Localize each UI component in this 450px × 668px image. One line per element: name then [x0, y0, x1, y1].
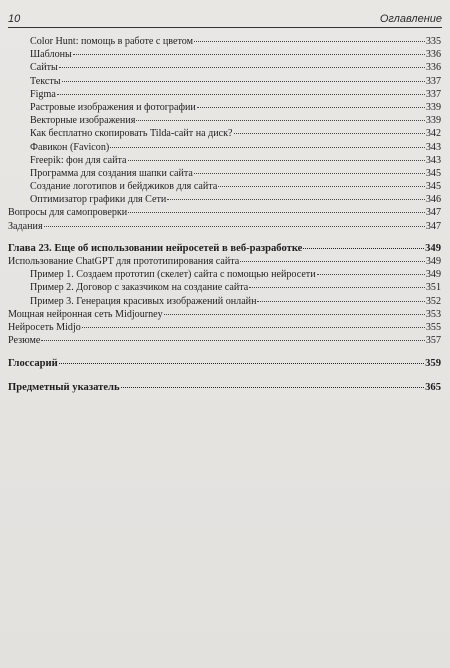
dot-leader	[197, 107, 425, 108]
toc-entry-title: Глоссарий	[8, 358, 58, 370]
dot-leader	[128, 160, 425, 161]
table-of-contents	[8, 35, 441, 394]
dot-leader	[136, 120, 425, 121]
dot-leader	[59, 67, 425, 68]
toc-entry-page: 345	[425, 167, 441, 179]
toc-chapter-heading	[8, 242, 441, 255]
dot-leader	[110, 147, 425, 148]
toc-entry-title: Сайты	[30, 62, 58, 74]
toc-entry-title: Тексты	[30, 75, 61, 87]
toc-entry	[8, 35, 441, 48]
toc-entry-title: Использование ChatGPT для прототипирования сайта	[8, 256, 240, 267]
toc-entry	[8, 308, 441, 321]
toc-entry	[8, 114, 441, 127]
toc-entry-title: Пример 2. Договор с заказчиком на создание сайта	[30, 282, 249, 294]
dot-leader	[164, 314, 425, 315]
toc-index-heading	[8, 381, 441, 394]
toc-entry	[8, 255, 441, 268]
toc-entry	[8, 220, 441, 233]
spacer	[8, 347, 441, 357]
toc-entry-page: 347	[425, 207, 441, 219]
toc-entry-title: Задания	[8, 220, 43, 232]
toc-entry-page: 337	[425, 88, 441, 100]
toc-entry	[8, 61, 441, 74]
toc-entry-page: 343	[425, 154, 441, 166]
toc-entry-title: Нейросеть Midjo	[8, 321, 81, 333]
toc-entry-title: Резюме	[8, 335, 41, 347]
toc-entry-page: 335	[425, 36, 441, 47]
toc-entry	[8, 206, 441, 219]
dot-leader	[257, 301, 424, 302]
toc-entry-title: Мощная нейронная сеть Midjourney	[8, 308, 163, 320]
toc-entry-title: Глава 23. Еще об использовании нейросетей в веб-разработке	[8, 242, 303, 254]
dot-leader	[194, 173, 425, 174]
dot-leader	[82, 327, 425, 328]
toc-entry-title: Создание логотипов и бейджиков для сайта	[30, 181, 218, 193]
dot-leader	[62, 81, 425, 82]
toc-entry	[8, 167, 441, 180]
toc-entry-title: Figma	[30, 88, 56, 100]
toc-entry	[8, 101, 441, 114]
toc-entry-title: Фавикон (Favicon)	[30, 141, 110, 153]
toc-entry-title: Вопросы для самопроверки	[8, 207, 128, 219]
toc-entry-title: Оптимизатор графики для Сети	[30, 194, 167, 206]
dot-leader	[57, 94, 425, 95]
toc-entry-page: 345	[425, 181, 441, 193]
toc-entry-title: Пример 1. Создаем прототип (скелет) сайта с помощью нейросети	[30, 269, 316, 281]
toc-entry-title: Freepik: фон для сайта	[30, 154, 127, 166]
toc-entry-page: 355	[425, 321, 441, 333]
toc-entry-page: 365	[425, 381, 441, 393]
dot-leader	[41, 340, 425, 341]
spacer	[8, 371, 441, 381]
toc-entry-title: Color Hunt: помощь в работе с цветом	[30, 36, 194, 47]
toc-glossary-heading	[8, 357, 441, 370]
toc-entry-title: Предметный указатель	[8, 381, 120, 393]
dot-leader	[128, 212, 425, 213]
toc-entry-page: 351	[425, 282, 441, 294]
toc-entry	[8, 180, 441, 193]
toc-entry-title: Шаблоны	[30, 49, 72, 61]
toc-entry-title: Пример 3. Генерация красивых изображений онлайн	[30, 295, 257, 307]
toc-entry-title: Программа для создания шапки сайта	[30, 167, 193, 179]
page-number: 10	[8, 13, 21, 25]
dot-leader	[218, 186, 425, 187]
toc-entry-page: 357	[425, 335, 441, 347]
toc-entry-page: 349	[425, 256, 441, 267]
dot-leader	[73, 54, 425, 55]
toc-entry-page: 347	[425, 220, 441, 232]
toc-entry	[8, 268, 441, 281]
toc-entry	[8, 75, 441, 88]
toc-entry	[8, 295, 441, 308]
toc-entry-page: 349	[425, 242, 441, 254]
toc-entry-page: 342	[425, 128, 441, 140]
toc-entry-title: Растровые изображения и фотографии	[30, 101, 196, 113]
toc-entry-page: 339	[425, 115, 441, 127]
running-title: Оглавление	[379, 13, 442, 25]
header-rule	[8, 27, 442, 28]
toc-entry-page: 337	[425, 75, 441, 87]
toc-entry	[8, 48, 441, 61]
spacer	[8, 233, 441, 242]
toc-entry	[8, 193, 441, 206]
toc-entry	[8, 321, 441, 334]
dot-leader	[234, 133, 425, 134]
dot-leader	[249, 287, 425, 288]
toc-entry	[8, 127, 441, 140]
toc-entry	[8, 334, 441, 347]
toc-entry-page: 336	[425, 62, 441, 74]
toc-entry-title: Векторные изображения	[30, 115, 136, 127]
dot-leader	[44, 226, 425, 227]
dot-leader	[121, 387, 425, 388]
toc-entry-page: 349	[425, 269, 441, 281]
toc-entry-page: 343	[425, 141, 441, 153]
dot-leader	[59, 363, 424, 364]
dot-leader	[194, 41, 425, 42]
toc-entry	[8, 281, 441, 294]
toc-entry-page: 339	[425, 101, 441, 113]
toc-entry-page: 352	[425, 295, 441, 307]
dot-leader	[317, 274, 425, 275]
toc-entry-page: 353	[425, 308, 441, 320]
dot-leader	[167, 199, 425, 200]
toc-entry-page: 359	[425, 358, 441, 370]
toc-entry-page: 336	[425, 49, 441, 61]
dot-leader	[303, 248, 424, 249]
toc-entry	[8, 141, 441, 154]
toc-entry	[8, 154, 441, 167]
running-header	[8, 13, 442, 27]
toc-entry	[8, 88, 441, 101]
dot-leader	[240, 261, 425, 262]
toc-entry-title: Как бесплатно скопировать Tilda-сайт на диск?	[30, 128, 233, 140]
toc-entry-page: 346	[425, 194, 441, 206]
